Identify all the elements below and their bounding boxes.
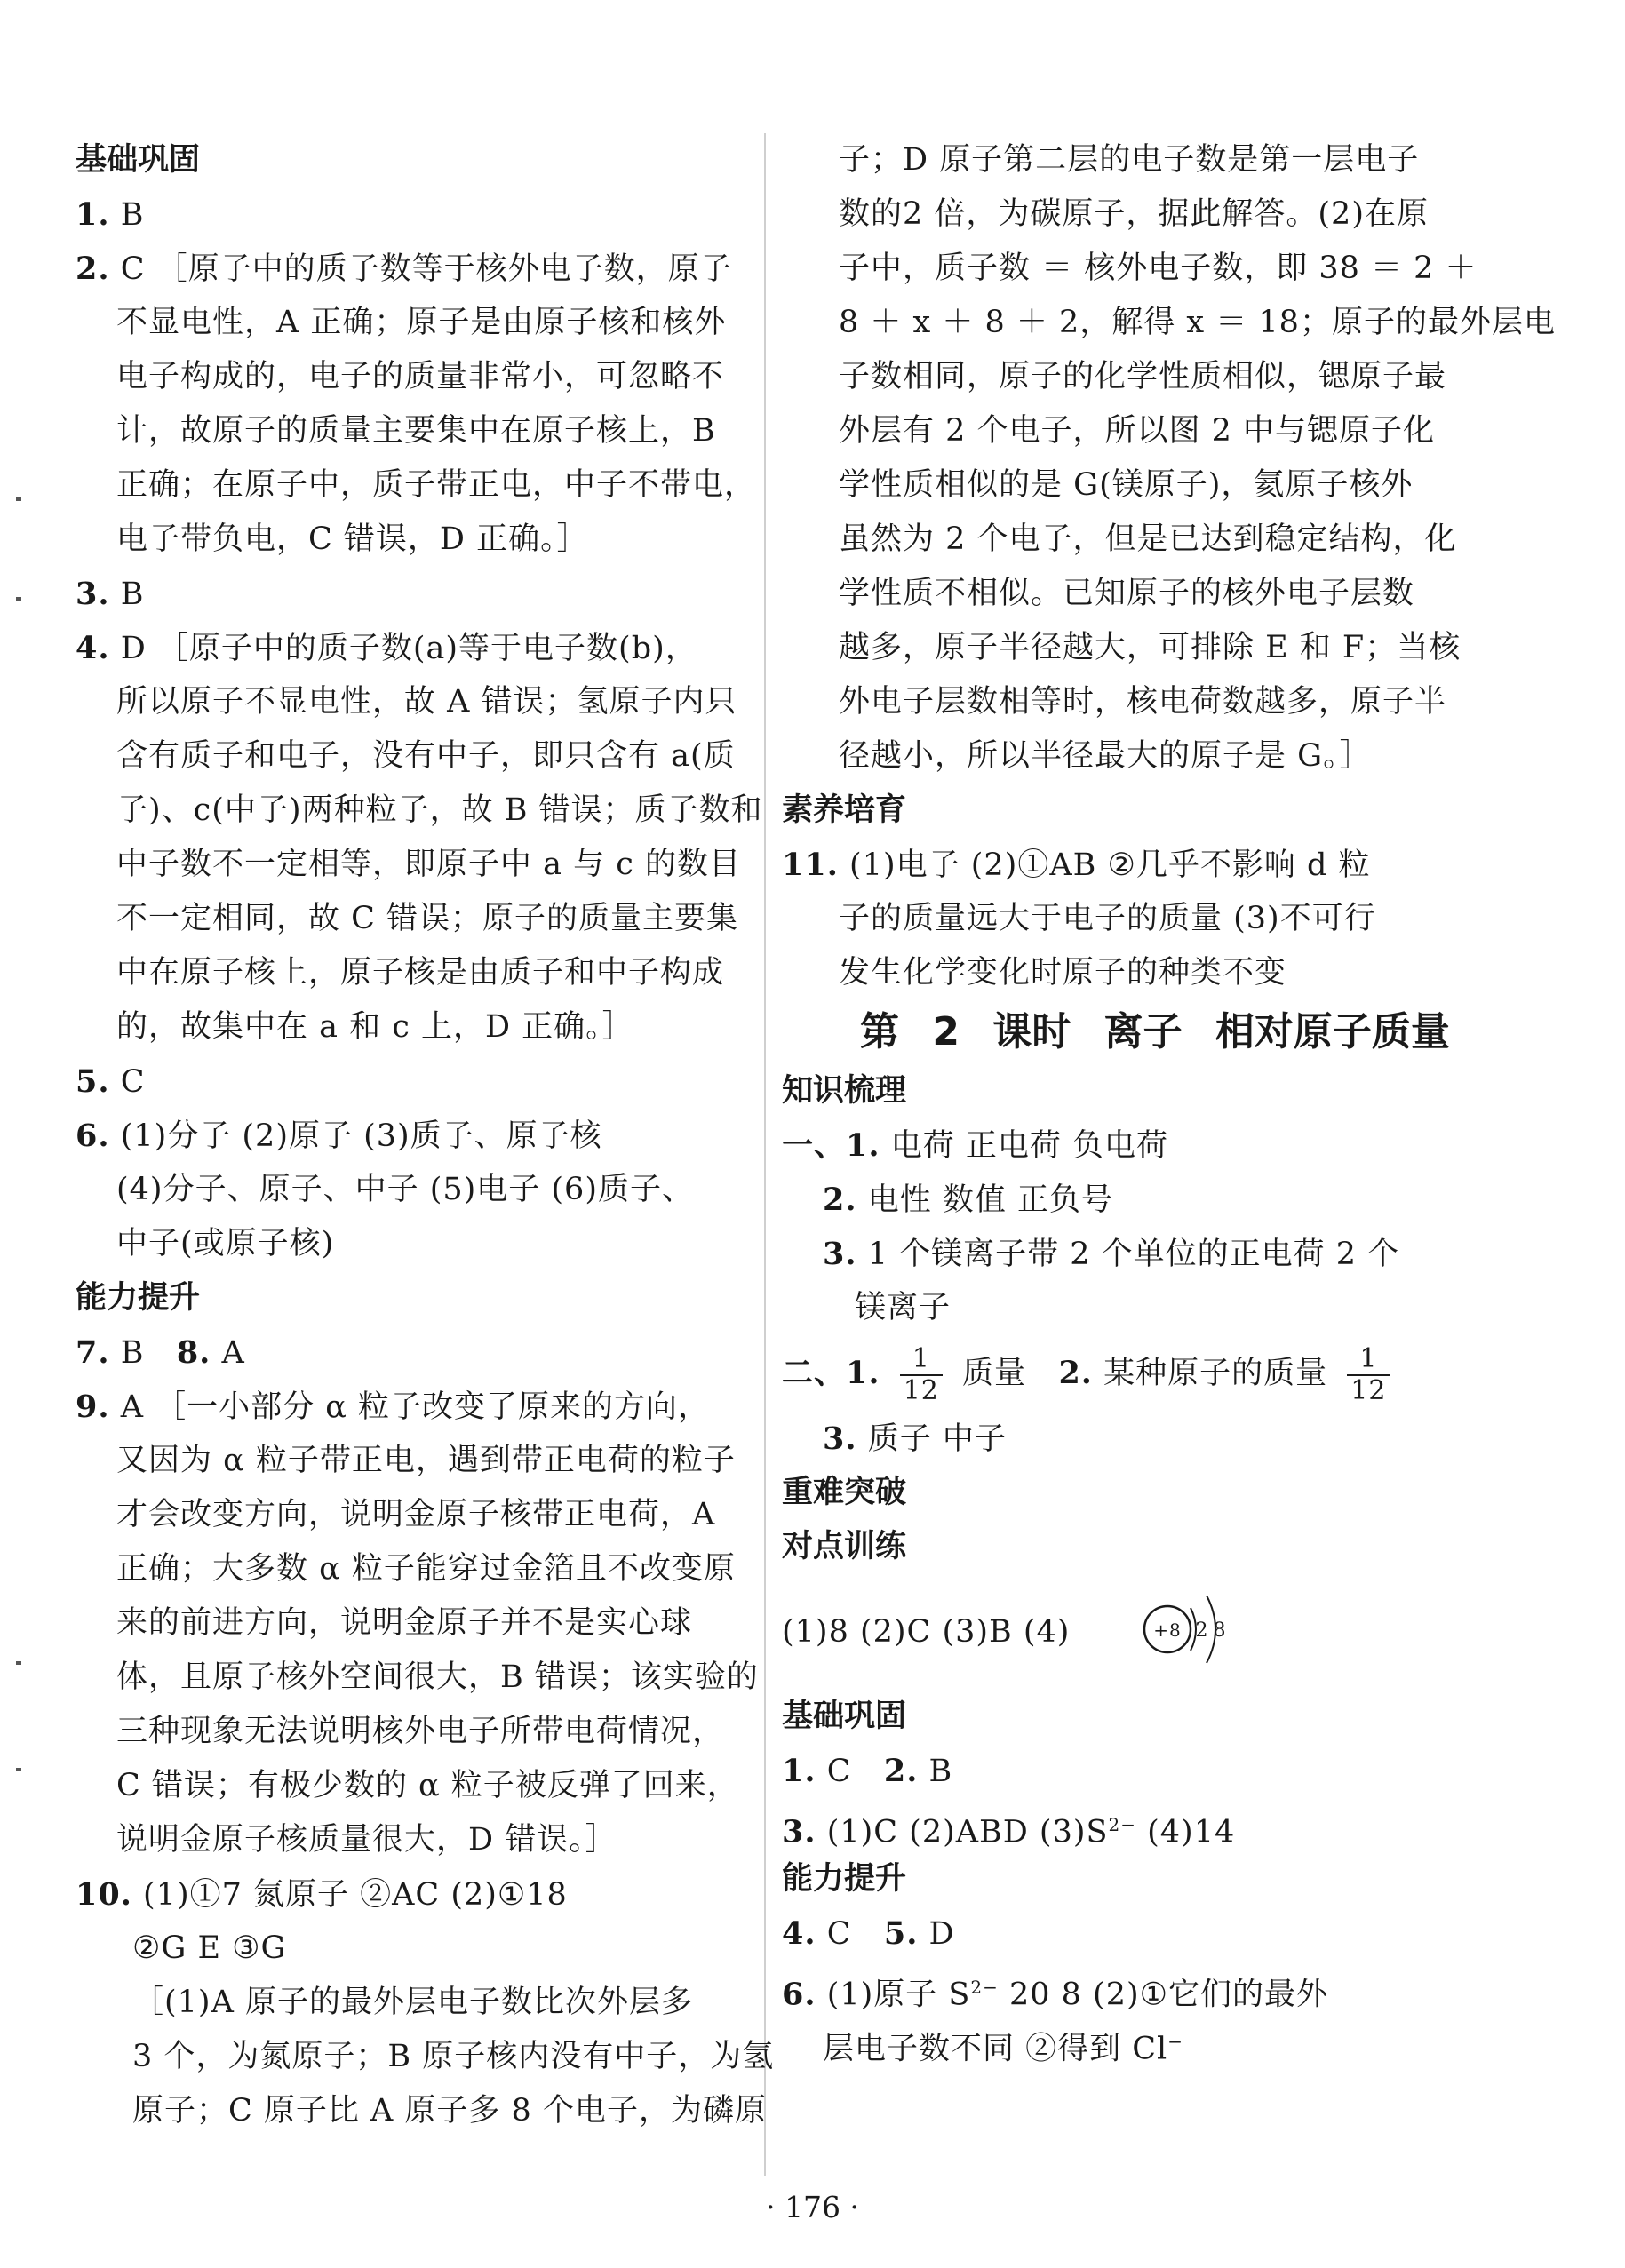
answer-text: C ［原子中的质子数等于核外电子数，原子 — [120, 251, 732, 287]
answer-line — [782, 1798, 1466, 1852]
answer-line: 外层有 2 个电子，所以图 2 中与锶原子化 — [839, 413, 1436, 449]
fraction-numerator: 1 — [900, 1344, 943, 1376]
answer-line: 学性质相似的是 G(镁原子)，氦原子核外 — [839, 467, 1414, 503]
fraction-denominator: 12 — [1350, 1374, 1387, 1406]
answer-line: 不一定相同，故 C 错误；原子的质量主要集 — [116, 901, 739, 936]
answer-line: 又因为 α 粒子带正电，遇到带正电荷的粒子 — [116, 1443, 736, 1478]
question-number: 3. — [76, 576, 110, 612]
section-heading: 知识梳理 — [782, 1073, 907, 1109]
lesson-title: 第 2 课时 离子 相对原子质量 — [860, 1009, 1450, 1054]
ion-charge: − — [1167, 2031, 1183, 2052]
answer-line: 子；D 原子第二层的电子数是第一层电子 — [839, 142, 1420, 178]
answer-line: 含有质子和电子，没有中子，即只含有 a(质 — [116, 738, 736, 774]
answer-text: (1)8 (2)C (3)B (4) — [782, 1614, 1071, 1650]
answer-text: 质子 中子 — [867, 1421, 1007, 1457]
answer-text: A ［一小部分 α 粒子改变了原来的方向， — [120, 1389, 710, 1425]
answer-line: 发生化学变化时原子的种类不变 — [839, 955, 1287, 991]
section-heading: 能力提升 — [782, 1861, 907, 1897]
answer-line — [782, 1574, 1466, 1690]
question-number: 1. — [846, 1127, 880, 1164]
answer-line: 正确；大多数 α 粒子能穿过金箔且不改变原 — [116, 1551, 736, 1587]
answer-line: 中在原子核上，原子核是由质子和中子构成 — [116, 955, 725, 991]
answer-line — [76, 1325, 760, 1380]
answer-line: 计，故原子的质量主要集中在原子核上，B — [116, 413, 716, 449]
answer-line: ②G E ③G — [132, 1930, 287, 1966]
answer-line — [76, 1054, 760, 1109]
answer-line: 说明金原子核质量很大，D 错误。］ — [116, 1822, 617, 1858]
answer-line: 电子带负电，C 错误，D 正确。］ — [116, 521, 589, 557]
question-number: 4. — [76, 630, 110, 666]
answer-line — [76, 621, 760, 675]
answer-line: 所以原子不显电性，故 A 错误；氢原子内只 — [116, 684, 737, 720]
shell-electron-count: 2 — [1195, 1619, 1209, 1642]
answer-text: (1)分子 (2)原子 (3)质子、原子核 — [120, 1118, 602, 1154]
section-heading: 素养培育 — [782, 792, 907, 828]
part-number: 二、 — [782, 1355, 847, 1391]
ion-charge: 2− — [1108, 1814, 1136, 1835]
answer-line: 虽然为 2 个电子，但是已达到稳定结构，化 — [839, 521, 1457, 557]
scan-mark — [16, 1661, 21, 1665]
answer-line — [76, 1109, 760, 1163]
answer-text: (1)①7 氮原子 ②AC (2)①18 — [143, 1877, 568, 1913]
answer-line — [76, 187, 760, 242]
question-number: 3. — [823, 1236, 857, 1272]
answer-line: 子)、c(中子)两种粒子，故 B 错误；质子数和 — [116, 792, 763, 828]
answer-line — [782, 1227, 1466, 1281]
column-divider — [764, 133, 766, 2176]
answer-text: (4)14 — [1135, 1814, 1236, 1850]
answer-line — [782, 1118, 1466, 1173]
ion-charge: 2− — [970, 1977, 999, 1998]
question-number: 11. — [782, 847, 839, 883]
answer-line: 原子；C 原子比 A 原子多 8 个电子，为磷原 — [132, 2093, 767, 2129]
question-number: 6. — [76, 1118, 110, 1154]
answer-line: 学性质不相似。已知原子的核外电子层数 — [839, 576, 1415, 611]
answer-text: (1)电子 (2)①AB ②几乎不影响 d 粒 — [849, 848, 1371, 883]
section-heading: 能力提升 — [76, 1280, 201, 1316]
question-number: 6. — [782, 1976, 816, 2013]
answer-line: 径越小，所以半径最大的原子是 G。］ — [839, 738, 1372, 774]
answer-text: (1)原子 S — [826, 1977, 971, 2013]
answer-line: 子中，质子数 ＝ 核外电子数，即 38 ＝ 2 ＋ — [839, 251, 1478, 286]
atom-structure-diagram — [1137, 1581, 1244, 1679]
answer-line — [782, 1412, 1466, 1466]
answer-line: 3 个，为氮原子；B 原子核内没有中子，为氢 — [132, 2039, 775, 2074]
answer-text: D — [928, 1916, 955, 1952]
question-number: 9. — [76, 1389, 110, 1425]
answer-line: 中子数不一定相等，即原子中 a 与 c 的数目 — [116, 847, 741, 882]
answer-text: 20 8 (2)①它们的最外 — [998, 1977, 1328, 2013]
left-column — [76, 133, 775, 2138]
answer-line — [782, 1961, 1466, 2015]
answer-line: (4)分子、原子、中子 (5)电子 (6)质子、 — [116, 1172, 694, 1207]
question-number: 2. — [823, 1182, 857, 1218]
question-number: 8. — [176, 1334, 211, 1371]
answer-text: (1)C (2)ABD (3)S — [826, 1814, 1109, 1850]
answer-text: C — [120, 1064, 146, 1100]
question-number: 7. — [76, 1334, 110, 1371]
answer-line: 不显电性，A 正确；原子是由原子核和核外 — [116, 305, 727, 340]
question-number: 2. — [76, 251, 110, 287]
answer-line: 的，故集中在 a 和 c 上，D 正确。］ — [116, 1009, 634, 1045]
answer-text: B — [120, 197, 145, 233]
answer-line — [76, 567, 760, 621]
scan-mark — [16, 1768, 21, 1771]
answer-line: 正确；在原子中，质子带正电，中子不带电， — [116, 467, 757, 503]
question-number: 2. — [883, 1753, 919, 1789]
part-number: 一、 — [782, 1127, 847, 1164]
answer-line: 中子(或原子核) — [116, 1226, 335, 1261]
answer-line: 子的质量远大于电子的质量 (3)不可行 — [839, 901, 1376, 936]
answer-text: C — [826, 1754, 852, 1789]
answer-line — [76, 1867, 760, 1922]
question-number: 10. — [76, 1876, 132, 1913]
answer-line: 外电子层数相等时，核电荷数越多，原子半 — [839, 684, 1447, 720]
answer-text: B — [120, 1335, 145, 1371]
question-number: 1. — [76, 196, 110, 233]
answer-line: 体，且原子核外空间很大，B 错误；该实验的 — [116, 1659, 759, 1695]
answer-line: ［(1)A 原子的最外层电子数比次外层多 — [132, 1985, 693, 2020]
answer-line: 数的2 倍，为碳原子，据此解答。(2)在原 — [839, 196, 1429, 232]
answer-text: D ［原子中的质子数(a)等于电子数(b)， — [120, 631, 697, 666]
section-heading: 对点训练 — [782, 1529, 907, 1564]
answer-text: B — [928, 1754, 953, 1789]
question-number: 1. — [846, 1355, 880, 1391]
section-heading: 基础巩固 — [76, 142, 201, 178]
answer-line: 三种现象无法说明核外电子所带电荷情况， — [116, 1714, 725, 1749]
answer-text: C — [826, 1916, 852, 1952]
answer-line: C 错误；有极少数的 α 粒子被反弹了回来， — [116, 1768, 739, 1803]
fraction-one-twelfth — [900, 1344, 943, 1406]
fraction-one-twelfth — [1347, 1344, 1390, 1406]
question-number: 1. — [782, 1753, 816, 1789]
answer-text: 质量 — [962, 1356, 1027, 1391]
question-number: 3. — [823, 1420, 857, 1457]
answer-line — [76, 1380, 760, 1434]
question-number: 4. — [782, 1915, 816, 1952]
answer-text: 电性 数值 正负号 — [867, 1182, 1113, 1218]
answer-text: 电荷 正电荷 负电荷 — [890, 1128, 1168, 1164]
question-number: 3. — [782, 1813, 816, 1850]
answer-line: 子数相同，原子的化学性质相似，锶原子最 — [839, 359, 1447, 394]
page-number: · 176 · — [766, 2190, 859, 2224]
answer-line: 电子构成的，电子的质量非常小，可忽略不 — [116, 359, 725, 394]
answer-line — [782, 838, 1466, 892]
answer-text: 1 个镁离子带 2 个单位的正电荷 2 个 — [867, 1237, 1400, 1272]
answer-line: 越多，原子半径越大，可排除 E 和 F；当核 — [839, 630, 1462, 665]
question-number: 5. — [883, 1915, 919, 1952]
answer-line — [782, 1173, 1466, 1227]
question-number: 2. — [1058, 1355, 1093, 1391]
nucleus-charge: +8 — [1153, 1619, 1182, 1641]
answer-text: 某种原子的质量 — [1103, 1356, 1328, 1391]
answer-line: 才会改变方向，说明金原子核带正电荷，A — [116, 1497, 716, 1532]
answer-line — [782, 2015, 1466, 2069]
scan-mark — [16, 597, 21, 601]
answer-line: 8 ＋ x ＋ 8 ＋ 2，解得 x ＝ 18；原子的最外层电 — [839, 305, 1556, 340]
answer-text: B — [120, 577, 145, 612]
section-heading: 基础巩固 — [782, 1699, 907, 1734]
answer-line — [782, 1335, 1466, 1412]
answer-text: A — [221, 1335, 245, 1371]
fraction-numerator: 1 — [1347, 1344, 1390, 1376]
fraction-denominator: 12 — [903, 1374, 939, 1406]
answer-line: 来的前进方向，说明金原子并不是实心球 — [116, 1605, 693, 1641]
scan-mark — [16, 497, 21, 501]
answer-line — [782, 1744, 1466, 1798]
answer-text: 层电子数不同 ②得到 Cl — [823, 2031, 1168, 2067]
section-heading: 重难突破 — [782, 1475, 907, 1510]
answer-line: 镁离子 — [855, 1290, 952, 1325]
right-column — [782, 133, 1556, 2069]
shell-electron-count: 8 — [1213, 1619, 1227, 1642]
answer-line — [782, 1906, 1466, 1961]
question-number: 5. — [76, 1063, 110, 1100]
answer-line — [76, 242, 760, 296]
